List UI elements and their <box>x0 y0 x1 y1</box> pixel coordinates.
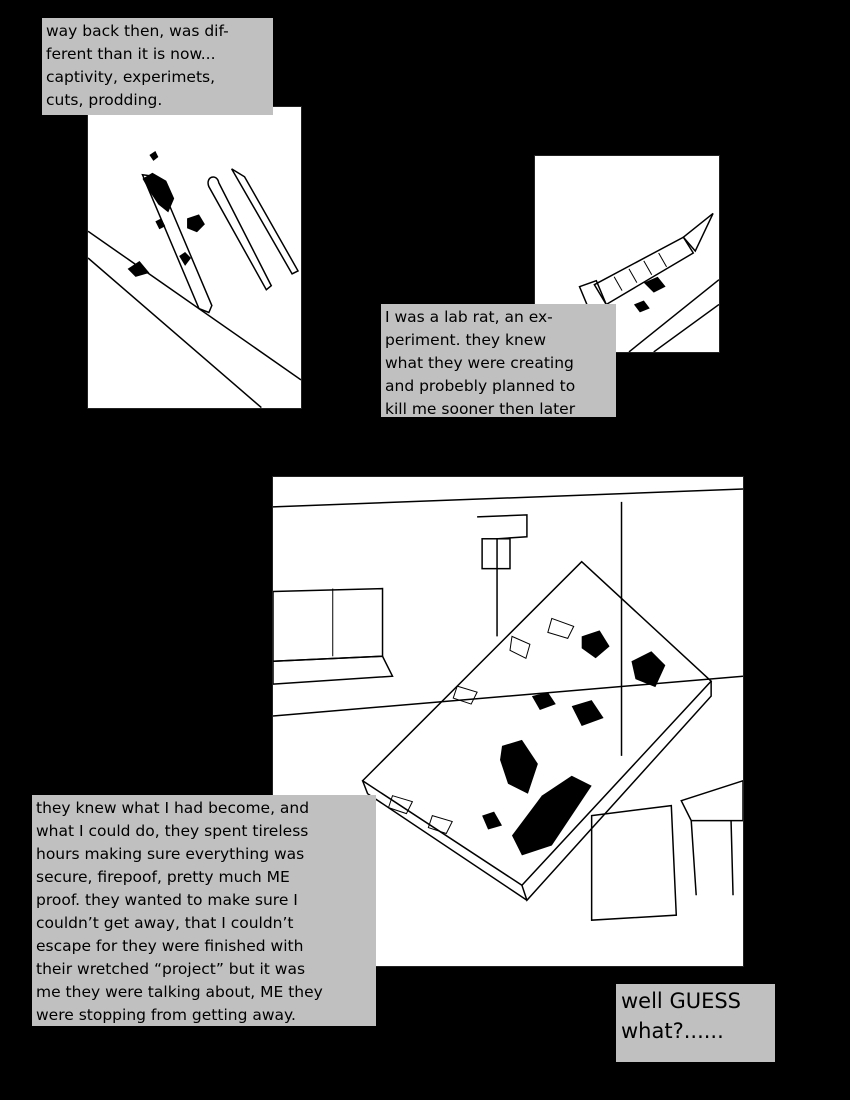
panel-scalpel-tools <box>87 106 302 409</box>
caption-they-knew: they knew what I had become, and what I could do, they spent tireless hours making sure everything was secure, firepoof, pretty much ME proof. they wanted to make sure I couldn’t get away, that I couldn’t escape for they were finished with their wretched “project” but it was me they were talking about, ME they were stopping from getting away. <box>32 795 376 1026</box>
scalpel-tools-illustration <box>88 107 301 408</box>
caption-way-back: way back then, was dif- ferent than it is now... captivity, experimets, cuts, prodding. <box>42 18 273 115</box>
caption-guess-what: well GUESS what?...... <box>616 984 775 1062</box>
caption-lab-rat: I was a lab rat, an ex- periment. they knew what they were creating and probebly planned to kill me sooner then later <box>381 304 616 417</box>
